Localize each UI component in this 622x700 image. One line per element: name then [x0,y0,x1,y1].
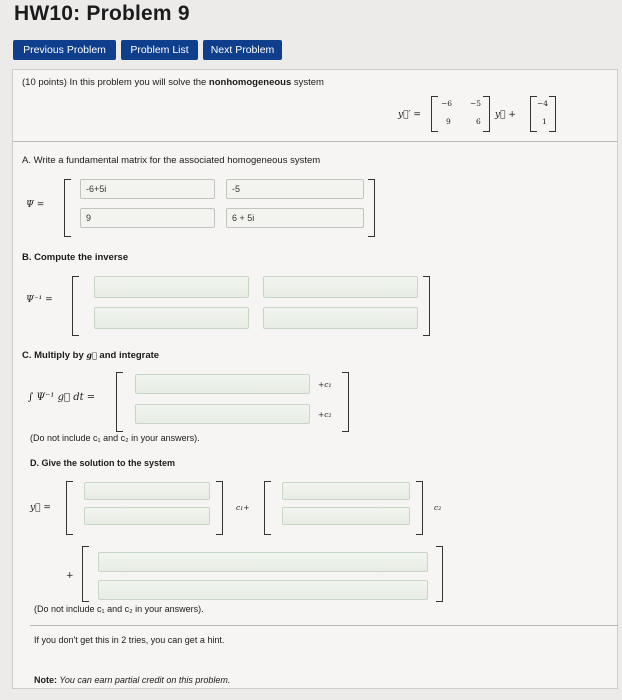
section-divider [13,141,617,142]
previous-problem-button[interactable]: Previous Problem [13,40,116,60]
particular-left-bracket [82,546,89,602]
psi-left-bracket [64,179,71,237]
system-lhs: y⃗′ = [398,110,421,120]
psi-symbol: Ψ = [26,200,45,210]
hint-text: If you don't get this in 2 tries, you can get a hint. [34,635,225,645]
psi-entry-21[interactable]: 9 [80,208,215,228]
integral-right-bracket [342,372,349,432]
part-c-note: (Do not include c₁ and c₂ in your answers). [30,433,200,443]
inverse-left-bracket [72,276,79,336]
part-b-label: B. Compute the inverse [22,252,129,263]
system-vector-y: y⃗ + [495,110,516,120]
particular-right-bracket [436,546,443,602]
integral-entry-1[interactable] [135,374,310,394]
solution-1-right-bracket [216,481,223,535]
part-c-label-var: g⃗ [86,350,97,360]
integral-c1: +c₁ [318,380,332,389]
particular-plus: + [66,571,74,581]
part-c-label-post: and integrate [96,350,160,361]
solution-1-entry-1[interactable] [84,482,210,500]
solution-2-right-bracket [416,481,423,535]
integral-entry-2[interactable] [135,404,310,424]
psi-entry-11[interactable]: -6+5i [80,179,215,199]
solution-2-entry-2[interactable] [282,507,410,525]
inverse-entry-12[interactable] [263,276,418,298]
system-matrix-a12: −5 [470,99,482,108]
part-c-label [22,350,159,361]
system-matrix-a21: 9 [446,117,451,126]
particular-entry-1[interactable] [98,552,428,572]
intro-suffix: system [291,77,324,88]
problem-list-button[interactable]: Problem List [121,40,198,60]
integral-left-bracket [116,372,123,432]
integral-expression: ∫ Ψ⁻¹ g⃗ dt = [28,392,96,403]
forcing-entry-1: −4 [537,99,549,108]
psi-right-bracket [368,179,375,237]
inverse-entry-11[interactable] [94,276,249,298]
integral-c2: +c₂ [318,410,332,419]
forcing-left-bracket [530,96,537,132]
part-c-label-pre: C. Multiply by [22,350,87,361]
system-matrix-a11: −6 [441,99,453,108]
solution-c1: c₁+ [236,503,250,512]
solution-2-entry-1[interactable] [282,482,410,500]
psi-entry-22[interactable]: 6 + 5i [226,208,364,228]
solution-lhs: y⃗ = [30,503,51,513]
note-text: You can earn partial credit on this problem. [57,675,231,685]
solution-2-left-bracket [264,481,271,535]
intro-emphasis: nonhomogeneous [208,77,292,88]
system-matrix-left-bracket [431,96,438,132]
inverse-entry-22[interactable] [263,307,418,329]
inverse-entry-21[interactable] [94,307,249,329]
part-d-note: (Do not include c₁ and c₂ in your answers). [34,604,204,614]
intro-text [22,77,324,88]
part-a-label: A. Write a fundamental matrix for the associated homogeneous system [22,155,321,166]
note-label: Note: [34,675,57,685]
intro-prefix: (10 points) In this problem you will solve the [22,77,209,88]
system-matrix-a22: 6 [476,117,481,126]
psi-inverse-symbol: Ψ⁻¹ = [26,295,53,305]
part-d-label: D. Give the solution to the system [30,458,176,468]
forcing-right-bracket [549,96,556,132]
page-title: HW10: Problem 9 [14,2,190,25]
psi-entry-12[interactable]: -5 [226,179,364,199]
solution-1-entry-2[interactable] [84,507,210,525]
solution-c2: c₂ [434,503,442,512]
system-matrix-right-bracket [483,96,490,132]
next-problem-button[interactable]: Next Problem [203,40,282,60]
inverse-right-bracket [423,276,430,336]
solution-1-left-bracket [66,481,73,535]
particular-entry-2[interactable] [98,580,428,600]
forcing-entry-2: 1 [542,117,547,126]
hint-divider [30,625,618,626]
partial-credit-note [34,675,230,685]
